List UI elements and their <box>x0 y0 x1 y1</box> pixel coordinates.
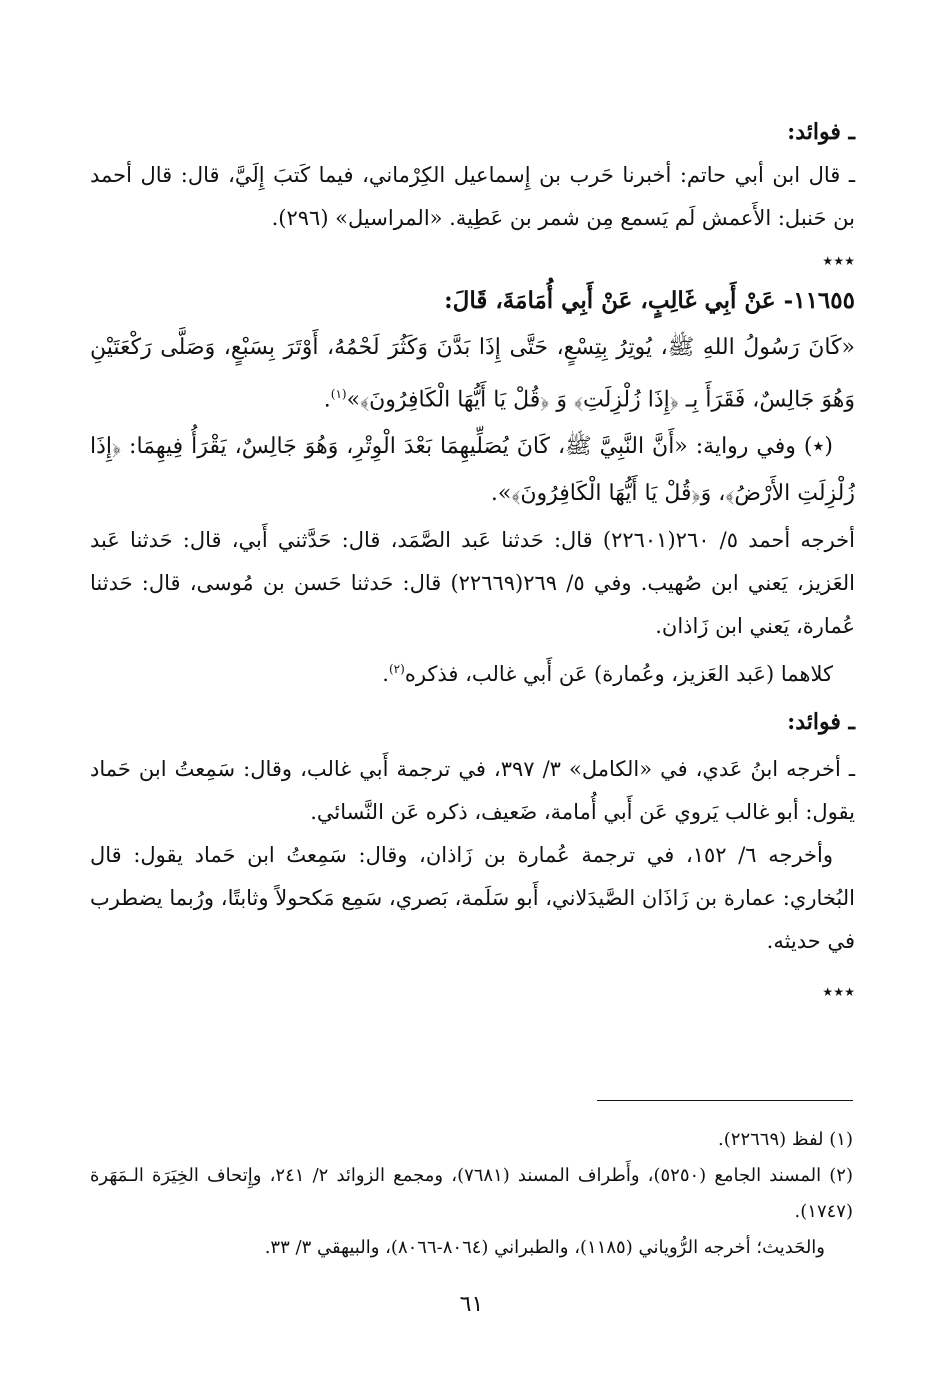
takhrij-paragraph-2-end: . <box>382 662 389 687</box>
takhrij-paragraph-2-body: كلاهما (عَبد العَزيز، وعُمارة) عَن أَبي غالب، فذكره <box>404 662 833 687</box>
footnote-1: (١) لفظ (٢٢٦٦٩). <box>718 1129 853 1150</box>
section-heading-fawaid-1: ـ فوائد: <box>787 119 855 145</box>
takhrij-paragraph-2 <box>90 648 855 696</box>
hadith-text-end: . <box>323 387 331 413</box>
footnote-ref-1: (١) <box>330 387 347 401</box>
page-number: ٦١ <box>459 1292 484 1317</box>
takhrij-paragraph-1: أخرجه أحمد ٥/ ٢٦٠(٢٢٦٠١) قال: حَدثنا عَبد الصَّمَد، قال: حَدَّثني أَبي، قال: حَدثنا عَبد العَزيز، يَعني ابن صُهيب. وفي ٥/ ٢٦٩(٢٢٦٦٩) قال: حَدثنا حَسن بن مُوسى، قال: حَدثنا عُمارة، يَعني ابن زَاذان. <box>90 528 855 639</box>
hadith-text-body: «كَانَ رَسُولُ اللهِ ﷺ، يُوتِرُ بِتِسْعٍ، حَتَّى إِذَا بَدَّنَ وَكَثُرَ لَحْمُهُ، أَوْتَرَ بِسَبْعٍ، وَصَلَّى رَكْعَتَيْنِ وَهُوَ جَالِسٌ، فَقَرَأَ بِـ ﴿إِذَا زُلْزِلَتِ﴾ وَ ﴿قُلْ يَا أَيُّهَا الْكَافِرُونَ﴾» <box>90 335 855 413</box>
fawaid-paragraph-2: ـ أخرجه ابنُ عَدي، في «الكامل» ٣/ ٣٩٧، في ترجمة أَبي غالب، وقال: سَمِعتُ ابن حَماد يقول: أبو غالب يَروي عَن أَبي أُمامة، ضَعيف، ذكره عَن النَّسائي. <box>90 757 855 825</box>
footnote-ref-2: (٢) <box>388 662 405 677</box>
hadith-text <box>90 324 855 423</box>
hadith-title: ١١٦٥٥- عَنْ أَبِي غَالِبٍ، عَنْ أَبِي أُمَامَةَ، قَالَ: <box>444 287 855 314</box>
footnote-2: (٢) المسند الجامع (٥٢٥٠)، وأَطراف المسند (٧٦٨١)، ومجمع الزوائد ٢/ ٢٤١، وإِتحاف الخِيَرَة الـمَهَرة (١٧٤٧). <box>90 1165 853 1222</box>
section-heading-fawaid-2: ـ فوائد: <box>787 709 855 736</box>
fawaid-paragraph-3: وأخرجه ٦/ ١٥٢، في ترجمة عُمارة بن زَاذان، وقال: سَمِعتُ ابن حَماد يقول: قال البُخاري: عمارة بن زَاذَان الصَّيدَلاني، أَبو سَلَمة، بَصري، سَمِع مَكحولاً وثابتًا، ورُبما يضطرب في حديثه. <box>90 843 855 954</box>
footnote-separator <box>597 1100 853 1101</box>
footnotes <box>90 1122 853 1266</box>
section-separator-2: ٭٭٭ <box>822 979 855 1004</box>
section-separator-1: ٭٭٭ <box>822 248 855 272</box>
hadith-riwaya: (٭) وفي رواية: «أَنَّ النَّبِيَّ ﷺ، كَانَ يُصَلِّيهِمَا بَعْدَ الْوِتْرِ، وَهُوَ جَالِسٌ، يَقْرَأُ فِيهِمَا: ﴿إِذَا زُلْزِلَتِ الأَرْضُ﴾، وَ﴿قُلْ يَا أَيُّهَا الْكَافِرُونَ﴾». <box>90 434 855 507</box>
footnote-2-continuation: والحَديث؛ أخرجه الرُّوياني (١١٨٥)، والطبراني (٨٠٦٤-٨٠٦٦)، والبيهقي ٣/ ٣٣. <box>264 1237 825 1258</box>
fawaid-paragraph-1: ـ قال ابن أبي حاتم: أخبرنا حَرب بن إِسماعيل الكِرْماني، فيما كَتبَ إِلَيَّ، قال: قال أحمد بن حَنبل: الأَعمش لَم يَسمع مِن شمر بن عَطِية. «المراسيل» (٢٩٦). <box>90 163 855 230</box>
